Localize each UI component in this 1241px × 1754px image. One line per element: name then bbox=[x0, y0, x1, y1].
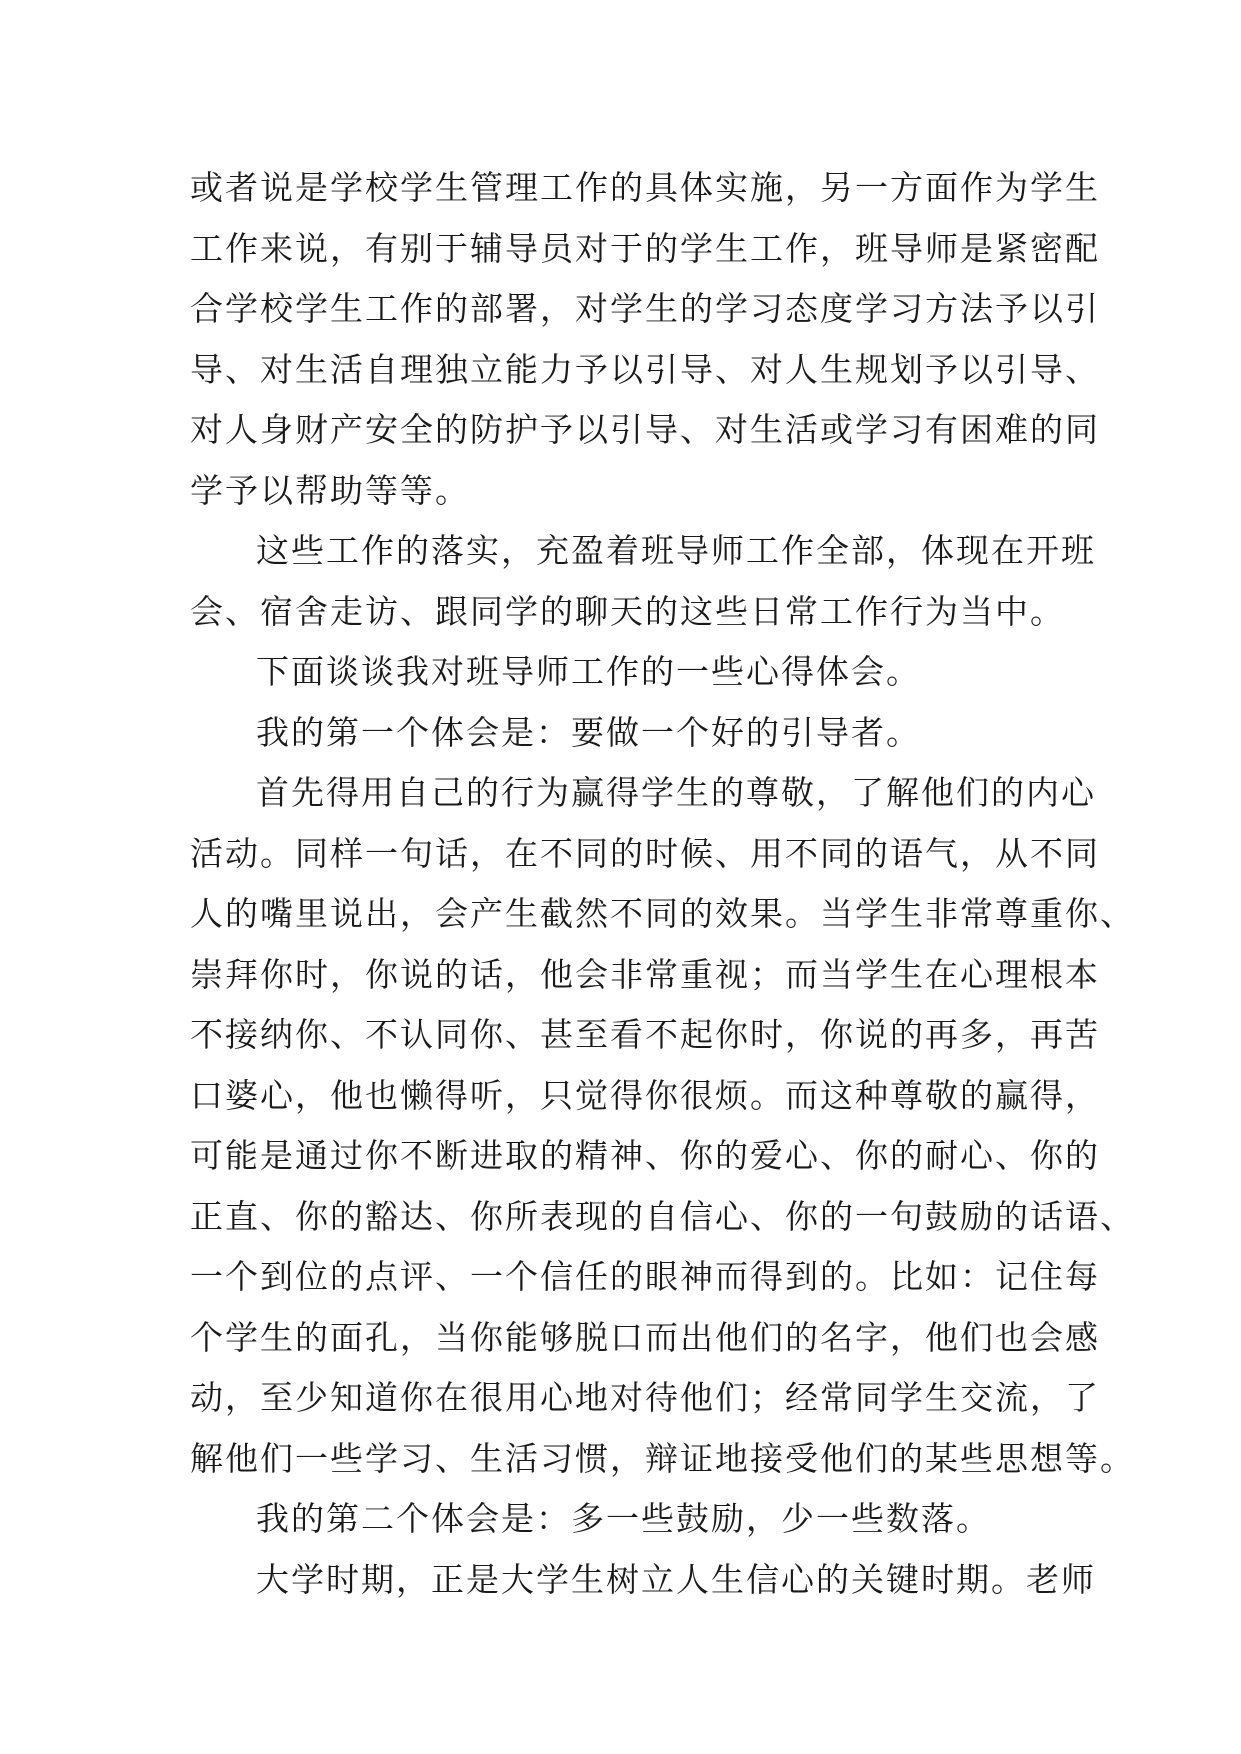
text-line: 一个到位的点评、一个信任的眼神而得到的。比如：记住每 bbox=[190, 1257, 1100, 1296]
text-line: 人的嘴里说出，会产生截然不同的效果。当学生非常尊重你、 bbox=[190, 894, 1135, 933]
text-line: 大学时期，正是大学生树立人生信心的关键时期。老师 bbox=[256, 1559, 1096, 1599]
text-line: 工作来说，有别于辅导员对于的学生工作，班导师是紧密配 bbox=[190, 228, 1100, 268]
text-line: 或者说是学校学生管理工作的具体实施，另一方面作为学生 bbox=[190, 168, 1100, 207]
text-line: 正直、你的豁达、你所表现的自信心、你的一句鼓励的话语、 bbox=[190, 1196, 1135, 1236]
text-line: 口婆心，他也懒得听，只觉得你很烦。而这种尊敬的赢得， bbox=[190, 1075, 1100, 1115]
text-line: 不接纳你、不认同你、甚至看不起你时，你说的再多，再苦 bbox=[190, 1015, 1100, 1054]
text-line: 首先得用自己的行为赢得学生的尊敬，了解他们的内心 bbox=[256, 773, 1096, 812]
text-line: 我的第二个体会是：多一些鼓励，少一些数落。 bbox=[256, 1499, 991, 1538]
text-line: 我的第一个体会是：要做一个好的引导者。 bbox=[256, 712, 921, 752]
text-line: 下面谈谈我对班导师工作的一些心得体会。 bbox=[256, 652, 921, 691]
text-line: 这些工作的落实，充盈着班导师工作全部，体现在开班 bbox=[256, 531, 1096, 570]
text-line: 解他们一些学习、生活习惯，辩证地接受他们的某些思想等。 bbox=[190, 1438, 1135, 1478]
text-line: 导、对生活自理独立能力予以引导、对人生规划予以引导、 bbox=[190, 349, 1100, 389]
text-line: 个学生的面孔，当你能够脱口而出他们的名字，他们也会感 bbox=[190, 1317, 1100, 1357]
text-line: 活动。同样一句话，在不同的时候、用不同的语气，从不同 bbox=[190, 833, 1100, 873]
document-body bbox=[190, 158, 1135, 1610]
text-line: 学予以帮助等等。 bbox=[190, 470, 470, 510]
text-line: 可能是通过你不断进取的精神、你的爱心、你的耐心、你的 bbox=[190, 1136, 1100, 1175]
text-line: 对人身财产安全的防护予以引导、对生活或学习有困难的同 bbox=[190, 410, 1100, 449]
text-line: 崇拜你时，你说的话，他会非常重视；而当学生在心理根本 bbox=[190, 954, 1100, 994]
text-line: 合学校学生工作的部署，对学生的学习态度学习方法予以引 bbox=[190, 289, 1100, 328]
text-line: 动，至少知道你在很用心地对待他们；经常同学生交流，了 bbox=[190, 1378, 1100, 1417]
text-line: 会、宿舍走访、跟同学的聊天的这些日常工作行为当中。 bbox=[190, 591, 1065, 631]
